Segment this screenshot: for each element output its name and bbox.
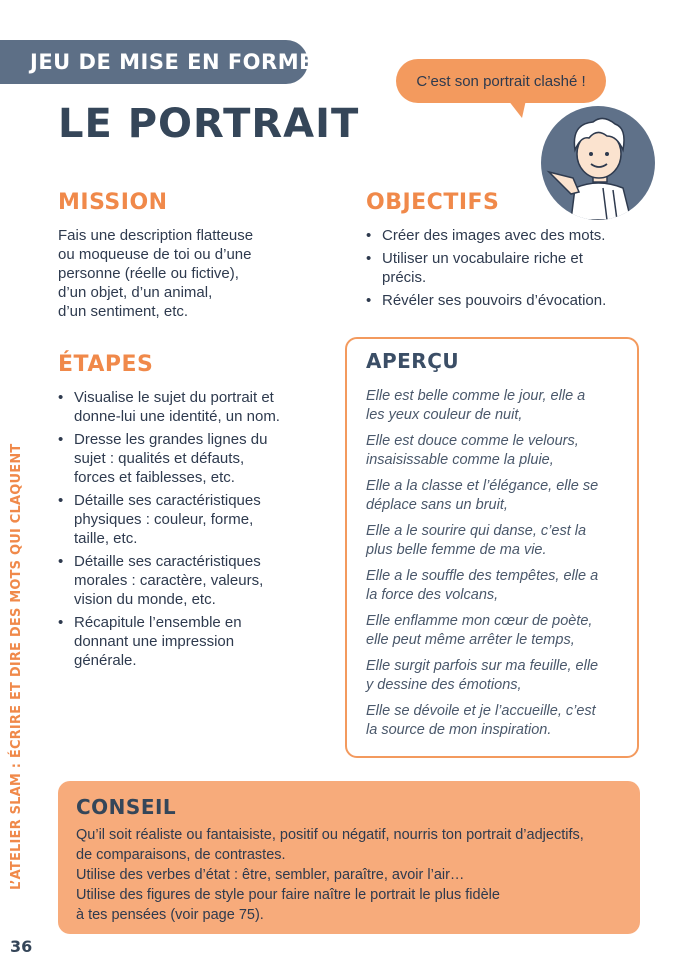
conseil-text: [76, 825, 636, 925]
apercu-heading: APERÇU: [366, 349, 460, 373]
conseil-line: Utilise des verbes d’état : être, sembler, paraître, avoir l’air…: [76, 867, 465, 883]
mission-line: d’un objet, d’un animal,: [58, 284, 213, 301]
list-item: • Détaille ses caractéristiques morales : caractère, valeurs, vision du monde, etc.: [58, 552, 333, 609]
conseil-line: Qu’il soit réaliste ou fantaisiste, positif ou négatif, nourris ton portrait d’adjectifs,: [76, 827, 584, 843]
list-item: • Utiliser un vocabulaire riche et précis.: [366, 249, 656, 287]
apercu-poem: [366, 387, 630, 747]
mission-heading: MISSION: [58, 190, 168, 215]
mission-line: Fais une description flatteuse: [58, 227, 254, 244]
poem-stanza: Elle enflamme mon cœur de poète, elle peut même arrêter le temps,: [366, 613, 593, 648]
page-number: 36: [10, 937, 33, 956]
speech-bubble-tail: [508, 100, 526, 118]
side-running-title: L’ATELIER SLAM : ÉCRIRE ET DIRE DES MOTS QUI CLAQUENT: [9, 443, 24, 890]
conseil-line: de comparaisons, de contrastes.: [76, 847, 286, 863]
character-pointing-icon: [541, 106, 655, 220]
conseil-heading: CONSEIL: [76, 795, 177, 819]
list-item: • Détaille ses caractéristiques physiques : couleur, forme, taille, etc.: [58, 491, 333, 548]
poem-stanza: Elle se dévoile et je l’accueille, c’est la source de mon inspiration.: [366, 703, 596, 738]
poem-stanza: Elle est douce comme le velours, insaisissable comme la pluie,: [366, 433, 579, 468]
poem-stanza: Elle a le sourire qui danse, c’est la plus belle femme de ma vie.: [366, 523, 587, 558]
banner-label: JEU DE MISE EN FORME: [30, 50, 314, 74]
mission-line: ou moqueuse de toi ou d’une: [58, 246, 252, 263]
etapes-heading: ÉTAPES: [58, 352, 154, 377]
conseil-box: [58, 781, 640, 934]
list-item: • Récapitule l’ensemble en donnant une impression générale.: [58, 613, 333, 670]
apercu-box: [345, 337, 639, 758]
poem-stanza: Elle est belle comme le jour, elle a les yeux couleur de nuit,: [366, 388, 586, 423]
list-item: • Révéler ses pouvoirs d’évocation.: [366, 291, 656, 310]
page-title: LE PORTRAIT: [58, 101, 360, 147]
conseil-line: à tes pensées (voir page 75).: [76, 907, 264, 923]
list-item: • Visualise le sujet du portrait et donne-lui une identité, un nom.: [58, 388, 333, 426]
poem-stanza: Elle a la classe et l’élégance, elle se déplace sans un bruit,: [366, 478, 599, 513]
list-item: • Créer des images avec des mots.: [366, 226, 656, 245]
poem-stanza: Elle a le souffle des tempêtes, elle a la force des volcans,: [366, 568, 599, 603]
objectifs-heading: OBJECTIFS: [366, 190, 500, 215]
etapes-list: [58, 388, 333, 674]
mission-line: personne (réelle ou fictive),: [58, 265, 239, 282]
list-item: • Dresse les grandes lignes du sujet : qualités et défauts, forces et faiblesses, etc.: [58, 430, 333, 487]
poem-stanza: Elle surgit parfois sur ma feuille, elle y dessine des émotions,: [366, 658, 599, 693]
mission-text: [58, 226, 318, 321]
speech-bubble: C’est son portrait clashé !: [396, 59, 606, 103]
mission-line: d’un sentiment, etc.: [58, 303, 189, 320]
objectifs-list: [366, 226, 656, 314]
conseil-line: Utilise des figures de style pour faire naître le portrait le plus fidèle: [76, 887, 500, 903]
section-banner: [0, 40, 314, 84]
